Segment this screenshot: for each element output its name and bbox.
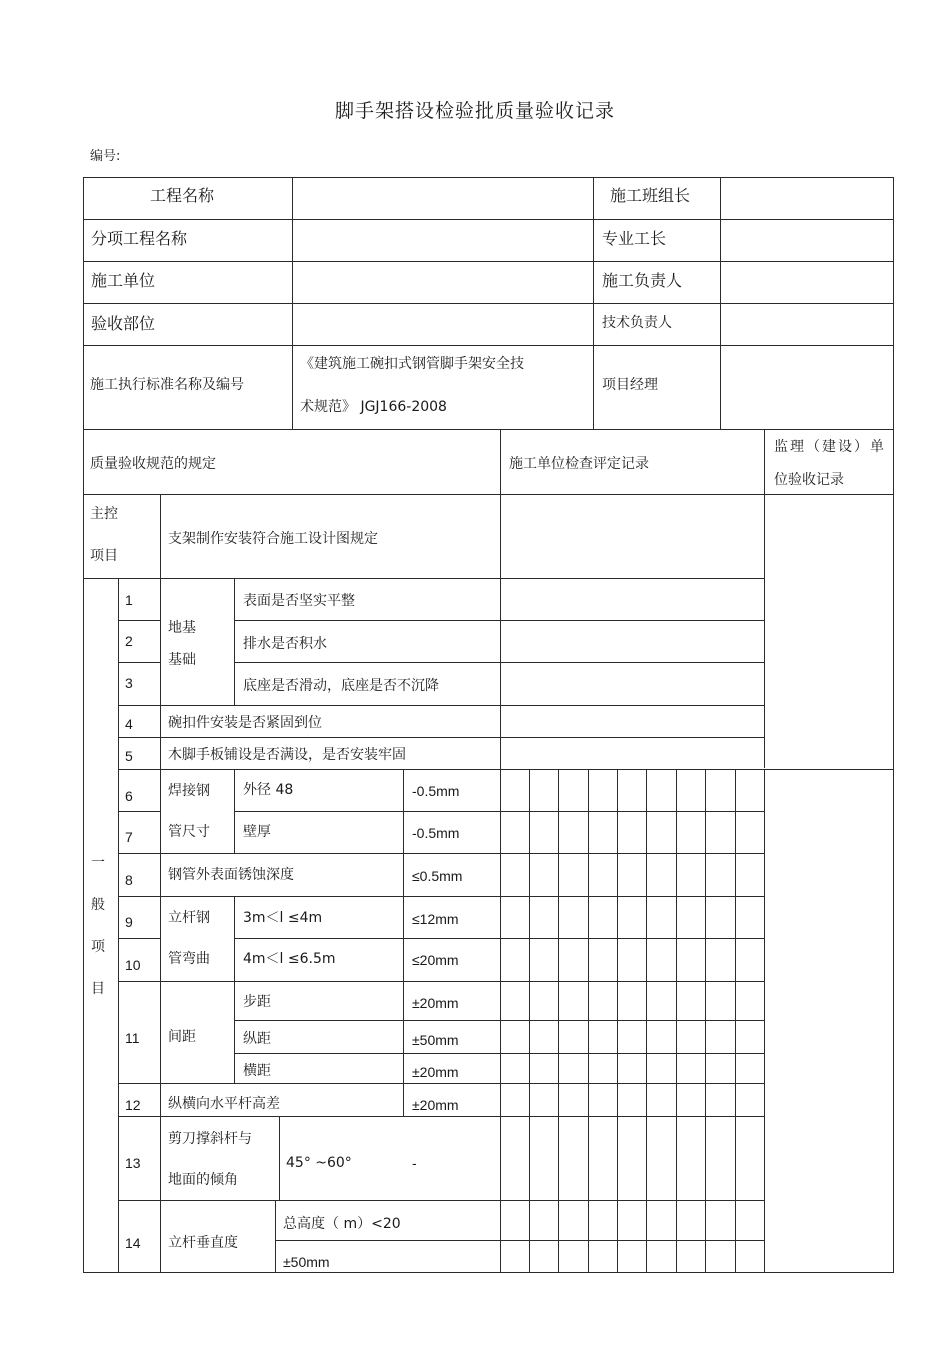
- grid-line: [764, 769, 765, 1273]
- standard-label: 施工执行标准名称及编号: [90, 377, 244, 393]
- grid-line: [83, 219, 894, 220]
- grid-line: [83, 177, 894, 178]
- grid-line: [118, 578, 119, 1273]
- tolerance-value: ≤0.5mm: [412, 868, 463, 884]
- weld-label-line2: 管尺寸: [168, 824, 210, 840]
- tolerance-value: ±50mm: [283, 1254, 330, 1270]
- tolerance-value: -: [412, 1155, 417, 1171]
- standard-value-line2: 术规范》 JGJ166-2008: [300, 399, 447, 415]
- standard-value-line1: 《建筑施工碗扣式钢管脚手架安全技: [300, 356, 524, 372]
- grid-line: [275, 1200, 276, 1273]
- row-number: 14: [125, 1235, 141, 1251]
- tolerance-value: ±50mm: [412, 1032, 459, 1048]
- foreman-label: 专业工长: [602, 229, 667, 248]
- tolerance-value: ≤20mm: [412, 952, 459, 968]
- grid-line: [118, 1116, 765, 1117]
- bend-label-line1: 立杆钢: [168, 910, 210, 926]
- row-number: 13: [125, 1155, 141, 1171]
- general-label-char: 目: [91, 981, 105, 997]
- vertical-label: 立杆垂直度: [168, 1235, 238, 1251]
- grid-line: [558, 769, 559, 1273]
- item-text: 排水是否积水: [243, 636, 327, 652]
- grid-line: [234, 662, 765, 663]
- construction-manager-label: 施工负责人: [602, 271, 683, 290]
- main-control-label-line2: 项目: [90, 548, 118, 564]
- grid-line: [83, 303, 894, 304]
- grid-line: [588, 769, 589, 1273]
- grid-line: [83, 261, 894, 262]
- weld-label-line1: 焊接钢: [168, 783, 210, 799]
- grid-line: [720, 177, 721, 429]
- row-number: 8: [125, 872, 133, 888]
- item-text: 纵距: [243, 1031, 271, 1047]
- grid-line: [160, 578, 161, 705]
- row-number: 11: [125, 1030, 140, 1046]
- team-leader-label: 施工班组长: [610, 186, 691, 205]
- grid-line: [118, 853, 765, 854]
- grid-line: [118, 896, 765, 897]
- document-number-label: 编号:: [90, 149, 121, 164]
- row-number: 10: [125, 957, 141, 973]
- general-label-char: 项: [91, 939, 105, 955]
- grid-line: [160, 494, 161, 578]
- main-control-label-line1: 主控: [90, 506, 118, 522]
- grid-line: [292, 177, 293, 429]
- tolerance-value: ±20mm: [412, 995, 459, 1011]
- item-text: 木脚手板铺设是否满设，是否安装牢固: [168, 747, 406, 763]
- supervision-label-line1: 监理（建设）单: [774, 439, 886, 455]
- row-number: 4: [125, 716, 133, 732]
- grid-line: [500, 429, 501, 1273]
- acceptance-part-label: 验收部位: [91, 314, 156, 333]
- item-text: 表面是否坚实平整: [243, 593, 355, 609]
- grid-line: [118, 981, 765, 982]
- grid-line: [118, 620, 160, 621]
- brace-label-line1: 剪刀撑斜杆与: [168, 1131, 252, 1147]
- item-text: 外径 48: [243, 782, 294, 798]
- tech-manager-label: 技术负责人: [602, 315, 672, 331]
- grid-line: [617, 769, 618, 1273]
- grid-line: [705, 769, 706, 1273]
- item-text: 45° ~60°: [286, 1155, 352, 1171]
- bend-label-line2: 管弯曲: [168, 951, 210, 967]
- project-manager-label: 项目经理: [602, 377, 658, 393]
- grid-line: [234, 981, 235, 1083]
- project-name-label: 工程名称: [150, 186, 215, 205]
- item-text: 底座是否滑动，底座是否不沉降: [243, 678, 439, 694]
- row-number: 9: [125, 914, 133, 930]
- item-text: 壁厚: [243, 824, 271, 840]
- item-text: 纵横向水平杆高差: [168, 1096, 280, 1112]
- grid-line: [160, 769, 161, 1273]
- grid-line: [83, 494, 894, 495]
- tolerance-value: -0.5mm: [412, 825, 460, 841]
- tolerance-value: ±20mm: [412, 1097, 459, 1113]
- grid-line: [403, 769, 404, 1116]
- foundation-label-line2: 基础: [168, 652, 196, 668]
- grid-line: [118, 737, 765, 738]
- row-number: 3: [125, 675, 133, 691]
- grid-line: [160, 705, 161, 769]
- grid-line: [529, 769, 530, 1273]
- row-number: 2: [125, 633, 133, 649]
- grid-line: [118, 1083, 765, 1084]
- general-label-char: 般: [91, 897, 105, 913]
- spacing-label: 间距: [168, 1029, 196, 1045]
- grid-line: [83, 1272, 894, 1273]
- grid-line: [118, 938, 160, 939]
- grid-line: [735, 769, 736, 1273]
- grid-line: [83, 345, 894, 346]
- tolerance-value: ≤12mm: [412, 911, 459, 927]
- grid-line: [118, 1200, 765, 1201]
- item-text: 钢管外表面锈蚀深度: [168, 867, 294, 883]
- grid-line: [118, 811, 160, 812]
- tolerance-value: -0.5mm: [412, 783, 460, 799]
- row-number: 5: [125, 748, 133, 764]
- grid-line: [275, 1240, 765, 1241]
- supervision-label-line2: 位验收记录: [774, 472, 844, 488]
- tolerance-value: ±20mm: [412, 1064, 459, 1080]
- grid-line: [118, 705, 765, 706]
- brace-label-line2: 地面的倾角: [168, 1172, 238, 1188]
- construction-unit-label: 施工单位: [91, 271, 156, 290]
- check-record-label: 施工单位检查评定记录: [509, 456, 649, 472]
- row-number: 7: [125, 829, 133, 845]
- grid-line: [234, 1020, 765, 1021]
- grid-line: [764, 429, 765, 768]
- grid-line: [83, 578, 765, 579]
- item-text: 4m＜l ≤6.5m: [243, 951, 336, 967]
- row-number: 6: [125, 788, 133, 804]
- item-text: 步距: [243, 994, 271, 1010]
- row-number: 12: [125, 1097, 141, 1113]
- grid-line: [234, 578, 235, 705]
- spec-label: 质量验收规范的规定: [90, 456, 216, 472]
- item-text: 横距: [243, 1063, 271, 1079]
- general-label-char: 一: [91, 855, 105, 871]
- grid-line: [593, 177, 594, 429]
- item-text: 3m＜l ≤4m: [243, 910, 323, 926]
- grid-line: [893, 177, 894, 1273]
- row-number: 1: [125, 592, 133, 608]
- grid-line: [234, 938, 765, 939]
- main-control-content: 支架制作安装符合施工设计图规定: [168, 531, 378, 547]
- grid-line: [234, 620, 765, 621]
- grid-line: [676, 769, 677, 1273]
- grid-line: [234, 811, 765, 812]
- item-text: 总高度（ m）<20: [283, 1216, 401, 1232]
- sub-project-label: 分项工程名称: [91, 229, 188, 248]
- grid-line: [646, 769, 647, 1273]
- item-text: 碗扣件安装是否紧固到位: [168, 715, 322, 731]
- grid-line: [83, 429, 894, 430]
- document-title: 脚手架搭设检验批质量验收记录: [334, 100, 615, 122]
- grid-line: [83, 177, 84, 1273]
- grid-line: [234, 1053, 765, 1054]
- grid-line: [118, 662, 160, 663]
- grid-line: [279, 1116, 280, 1200]
- foundation-label-line1: 地基: [168, 620, 196, 636]
